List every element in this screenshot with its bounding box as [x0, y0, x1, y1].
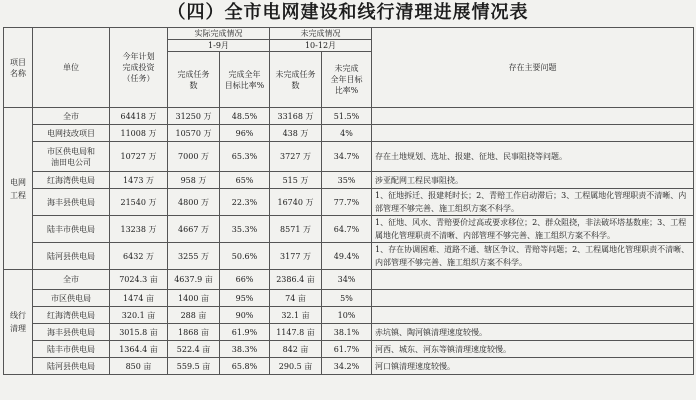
table-header	[4, 28, 694, 108]
cell-remaining-ratio-text: 61.7%	[333, 344, 360, 354]
cell-plan-text: 1474 亩	[123, 293, 154, 303]
cell-actual	[168, 358, 220, 375]
cell-remaining	[270, 358, 322, 375]
cell-remaining	[270, 216, 322, 243]
header-issues: 存在主要问题	[372, 28, 694, 108]
cell-remaining-text: 1147.8 亩	[276, 327, 315, 337]
header-actual-ratio: 完成全年 目标比率%	[220, 52, 270, 108]
cell-remaining	[270, 172, 322, 189]
cell-plan	[110, 108, 168, 125]
cell-unit	[33, 142, 110, 172]
cell-actual-ratio-text: 66%	[235, 275, 254, 284]
cell-remaining-ratio	[322, 189, 372, 216]
table-body	[4, 108, 694, 375]
cell-actual-ratio-text: 50.6%	[231, 251, 258, 261]
page-title: （四）全市电网建设和线行清理进展情况表	[167, 2, 529, 23]
cell-remaining	[270, 307, 322, 324]
cell-remaining-ratio	[322, 243, 372, 270]
cell-issue	[372, 270, 694, 290]
cell-unit-text: 陆河县供电局	[47, 361, 95, 371]
cell-remaining-text: 2386.4 亩	[276, 275, 315, 284]
cell-remaining-ratio	[322, 216, 372, 243]
cell-unit-text: 红海湾供电局	[47, 310, 95, 320]
cell-remaining-text: 842 亩	[282, 344, 309, 354]
cell-plan	[110, 172, 168, 189]
cell-remaining-ratio-text: 51.5%	[333, 111, 360, 121]
cell-remaining	[270, 189, 322, 216]
cell-remaining-ratio	[322, 172, 372, 189]
cell-issue-text: 涉亚配网工程民事阻挠。	[375, 175, 463, 185]
cell-plan	[110, 341, 168, 358]
cell-actual-ratio-text: 90%	[235, 310, 254, 320]
cell-issue	[372, 324, 694, 341]
cell-remaining-text: 3727 万	[280, 152, 311, 161]
cell-plan-text: 21540 万	[120, 197, 157, 207]
cell-remaining-ratio-text: 34.7%	[333, 152, 360, 161]
cell-actual-text: 522.4 亩	[176, 344, 211, 354]
section-category-text: 电网 工程	[10, 177, 26, 200]
cell-remaining	[270, 108, 322, 125]
cell-actual-ratio-text: 95%	[235, 293, 254, 303]
cell-issue-text: 1、存在协调困难、道路不通、辖区争议、青赔等问题；2、工程属地化管理职责不清晰、内部管理不够完善、施工组织方案不科学。	[375, 245, 690, 267]
cell-remaining-text: 8571 万	[280, 224, 311, 234]
cell-issue	[372, 243, 694, 270]
cell-actual-text: 4637.9 亩	[174, 275, 213, 284]
table-row	[4, 216, 694, 243]
cell-actual	[168, 142, 220, 172]
cell-issue-text: 1、征地、风水、青赔要价过高或要求移位；2、群众阻挠，非法破坏塔基数座；3、工程属地化管理职责不清晰、内部管理不够完善、施工组织方案不科学。	[375, 218, 687, 240]
cell-actual-ratio	[220, 108, 270, 125]
header-remaining-period: 10-12月	[270, 40, 372, 52]
cell-issue	[372, 125, 694, 142]
header-remaining-task: 未完成任务 数	[270, 52, 322, 108]
cell-unit	[33, 189, 110, 216]
section-category	[4, 270, 33, 375]
cell-plan	[110, 243, 168, 270]
cell-remaining	[270, 243, 322, 270]
cell-remaining	[270, 125, 322, 142]
cell-actual-ratio	[220, 142, 270, 172]
cell-plan	[110, 142, 168, 172]
cell-remaining-ratio-text: 49.4%	[333, 251, 360, 261]
cell-unit	[33, 125, 110, 142]
cell-remaining-ratio	[322, 270, 372, 290]
cell-remaining	[270, 324, 322, 341]
cell-actual-ratio	[220, 172, 270, 189]
cell-unit-text: 陆丰市供电局	[47, 224, 95, 234]
cell-remaining-ratio-text: 5%	[340, 293, 353, 303]
cell-issue	[372, 189, 694, 216]
cell-actual	[168, 307, 220, 324]
cell-actual-ratio-text: 61.9%	[231, 327, 258, 337]
cell-remaining-text: 290.5 亩	[278, 361, 313, 371]
cell-issue-text: 存在土地规划、选址、报建、征地、民事阻挠等问题。	[375, 152, 567, 161]
cell-actual	[168, 270, 220, 290]
cell-plan-text: 7024.3 亩	[119, 275, 158, 284]
cell-plan-text: 3015.8 亩	[119, 327, 158, 337]
cell-unit	[33, 341, 110, 358]
cell-actual	[168, 125, 220, 142]
cell-plan-text: 64418 万	[120, 111, 157, 121]
header-unit: 单位	[33, 28, 110, 108]
cell-remaining	[270, 142, 322, 172]
cell-remaining	[270, 341, 322, 358]
table-row	[4, 172, 694, 189]
cell-actual	[168, 290, 220, 307]
cell-actual-text: 1868 亩	[178, 327, 209, 337]
cell-plan-text: 13238 万	[120, 224, 157, 234]
cell-plan-text: 6432 万	[123, 251, 154, 261]
cell-issue-text: 河口镇清理速度较慢。	[375, 361, 455, 371]
cell-issue-text: 赤坑镇、陶河镇清理速度较慢。	[375, 327, 487, 337]
cell-actual-ratio	[220, 324, 270, 341]
cell-unit	[33, 307, 110, 324]
cell-remaining-ratio-text: 34%	[337, 275, 356, 284]
cell-actual-ratio	[220, 243, 270, 270]
cell-actual-ratio	[220, 270, 270, 290]
cell-unit-text: 市区供电局和 油田电公司	[47, 146, 95, 167]
table-row	[4, 324, 694, 341]
cell-actual-text: 4800 万	[178, 197, 209, 207]
cell-actual	[168, 243, 220, 270]
cell-unit	[33, 290, 110, 307]
cell-unit-text: 海丰县供电局	[47, 197, 95, 207]
cell-actual-ratio	[220, 290, 270, 307]
cell-issue-text: 河西、城东、河东等镇清理速度较慢。	[375, 344, 511, 354]
cell-unit-text: 陆丰市供电局	[47, 344, 95, 354]
cell-actual-text: 31250 万	[175, 111, 212, 121]
section-category	[4, 108, 33, 270]
cell-remaining-ratio	[322, 324, 372, 341]
header-category: 项目 名称	[4, 28, 33, 108]
cell-actual-ratio	[220, 341, 270, 358]
cell-remaining-text: 3177 万	[280, 251, 311, 261]
cell-remaining-text: 33168 万	[277, 111, 314, 121]
cell-actual-text: 3255 万	[178, 251, 209, 261]
cell-remaining-ratio-text: 4%	[340, 128, 353, 138]
cell-actual-ratio	[220, 216, 270, 243]
table-row	[4, 341, 694, 358]
cell-remaining	[270, 270, 322, 290]
table-row	[4, 307, 694, 324]
cell-remaining-ratio	[322, 358, 372, 375]
cell-issue	[372, 142, 694, 172]
cell-plan-text: 850 亩	[125, 361, 152, 371]
progress-table	[3, 27, 694, 375]
cell-actual-ratio	[220, 189, 270, 216]
cell-actual	[168, 189, 220, 216]
cell-actual-ratio	[220, 307, 270, 324]
cell-plan-text: 1364.4 亩	[119, 344, 158, 354]
cell-plan	[110, 290, 168, 307]
cell-plan	[110, 216, 168, 243]
cell-actual-ratio-text: 38.3%	[231, 344, 258, 354]
cell-remaining-ratio	[322, 142, 372, 172]
cell-actual-ratio-text: 48.5%	[231, 111, 258, 121]
cell-plan	[110, 307, 168, 324]
cell-actual-ratio-text: 65.3%	[231, 152, 258, 161]
table-row	[4, 108, 694, 125]
cell-remaining-text: 74 亩	[285, 293, 306, 303]
cell-actual-text: 958 万	[180, 175, 207, 185]
cell-plan	[110, 189, 168, 216]
cell-actual-text: 7000 万	[178, 152, 209, 161]
cell-issue	[372, 341, 694, 358]
cell-remaining-text: 32.1 亩	[281, 310, 310, 320]
table-row	[4, 290, 694, 307]
cell-unit-text: 全市	[63, 111, 79, 121]
header-plan: 今年计划 完成投资 （任务）	[110, 28, 168, 108]
cell-plan-text: 11008 万	[120, 128, 157, 138]
cell-unit-text: 全市	[63, 275, 79, 284]
cell-remaining-ratio-text: 35%	[337, 175, 356, 185]
table-row	[4, 142, 694, 172]
cell-actual	[168, 216, 220, 243]
cell-unit	[33, 270, 110, 290]
cell-unit-text: 市区供电局	[51, 293, 91, 303]
cell-unit	[33, 108, 110, 125]
cell-remaining-text: 438 万	[282, 128, 309, 138]
cell-plan	[110, 270, 168, 290]
cell-actual-ratio-text: 65.8%	[231, 361, 258, 371]
cell-actual-ratio-text: 65%	[235, 175, 254, 185]
section-category-text: 线行 清理	[10, 311, 26, 333]
header-remaining-ratio: 未完成 全年目标 比率%	[322, 52, 372, 108]
header-remaining-group: 未完成情况	[270, 28, 372, 40]
cell-remaining-ratio-text: 77.7%	[333, 197, 360, 207]
cell-unit-text: 电网技改项目	[47, 128, 95, 138]
cell-remaining-ratio-text: 10%	[337, 310, 356, 320]
cell-unit	[33, 172, 110, 189]
table-row	[4, 270, 694, 290]
cell-issue	[372, 216, 694, 243]
cell-issue	[372, 358, 694, 375]
table-row	[4, 243, 694, 270]
cell-unit-text: 陆河县供电局	[47, 251, 95, 261]
cell-issue	[372, 108, 694, 125]
cell-remaining-text: 16740 万	[277, 197, 314, 207]
cell-unit	[33, 358, 110, 375]
cell-actual-text: 288 亩	[180, 310, 207, 320]
cell-actual-text: 4667 万	[178, 224, 209, 234]
cell-issue	[372, 290, 694, 307]
cell-actual-ratio	[220, 125, 270, 142]
cell-remaining-ratio-text: 64.7%	[333, 224, 360, 234]
cell-plan	[110, 125, 168, 142]
cell-actual-ratio	[220, 358, 270, 375]
cell-remaining-ratio	[322, 341, 372, 358]
cell-actual	[168, 172, 220, 189]
cell-unit-text: 海丰县供电局	[47, 327, 95, 337]
cell-actual-ratio-text: 96%	[235, 128, 254, 138]
cell-actual-text: 559.5 亩	[176, 361, 211, 371]
table-row	[4, 358, 694, 375]
header-actual-group: 实际完成情况	[168, 28, 270, 40]
header-actual-task: 完成任务 数	[168, 52, 220, 108]
cell-remaining-ratio	[322, 290, 372, 307]
cell-unit-text: 红海湾供电局	[47, 175, 95, 185]
cell-issue	[372, 172, 694, 189]
cell-remaining	[270, 290, 322, 307]
cell-remaining-text: 515 万	[282, 175, 309, 185]
cell-issue-text: 1、征地拆迁、报建耗时长；2、青赔工作启动滞后；3、工程属地化管理职责不清晰、内部管理不够完善、施工组织方案不科学。	[375, 191, 687, 213]
cell-plan-text: 320.1 亩	[121, 310, 156, 320]
cell-unit	[33, 243, 110, 270]
cell-plan-text: 1473 万	[123, 175, 154, 185]
cell-plan	[110, 324, 168, 341]
cell-actual-text: 10570 万	[175, 128, 212, 138]
cell-unit	[33, 216, 110, 243]
cell-remaining-ratio	[322, 307, 372, 324]
table-row	[4, 125, 694, 142]
cell-issue	[372, 307, 694, 324]
cell-actual	[168, 324, 220, 341]
cell-actual-ratio-text: 22.3%	[231, 197, 258, 207]
table-row	[4, 189, 694, 216]
cell-remaining-ratio-text: 38.1%	[333, 327, 360, 337]
cell-remaining-ratio	[322, 125, 372, 142]
cell-remaining-ratio	[322, 108, 372, 125]
cell-unit	[33, 324, 110, 341]
cell-plan-text: 10727 万	[120, 152, 157, 161]
cell-plan	[110, 358, 168, 375]
header-actual-period: 1-9月	[168, 40, 270, 52]
cell-actual-text: 1400 亩	[178, 293, 209, 303]
cell-actual	[168, 341, 220, 358]
cell-actual-ratio-text: 35.3%	[231, 224, 258, 234]
cell-actual	[168, 108, 220, 125]
cell-remaining-ratio-text: 34.2%	[333, 361, 360, 371]
